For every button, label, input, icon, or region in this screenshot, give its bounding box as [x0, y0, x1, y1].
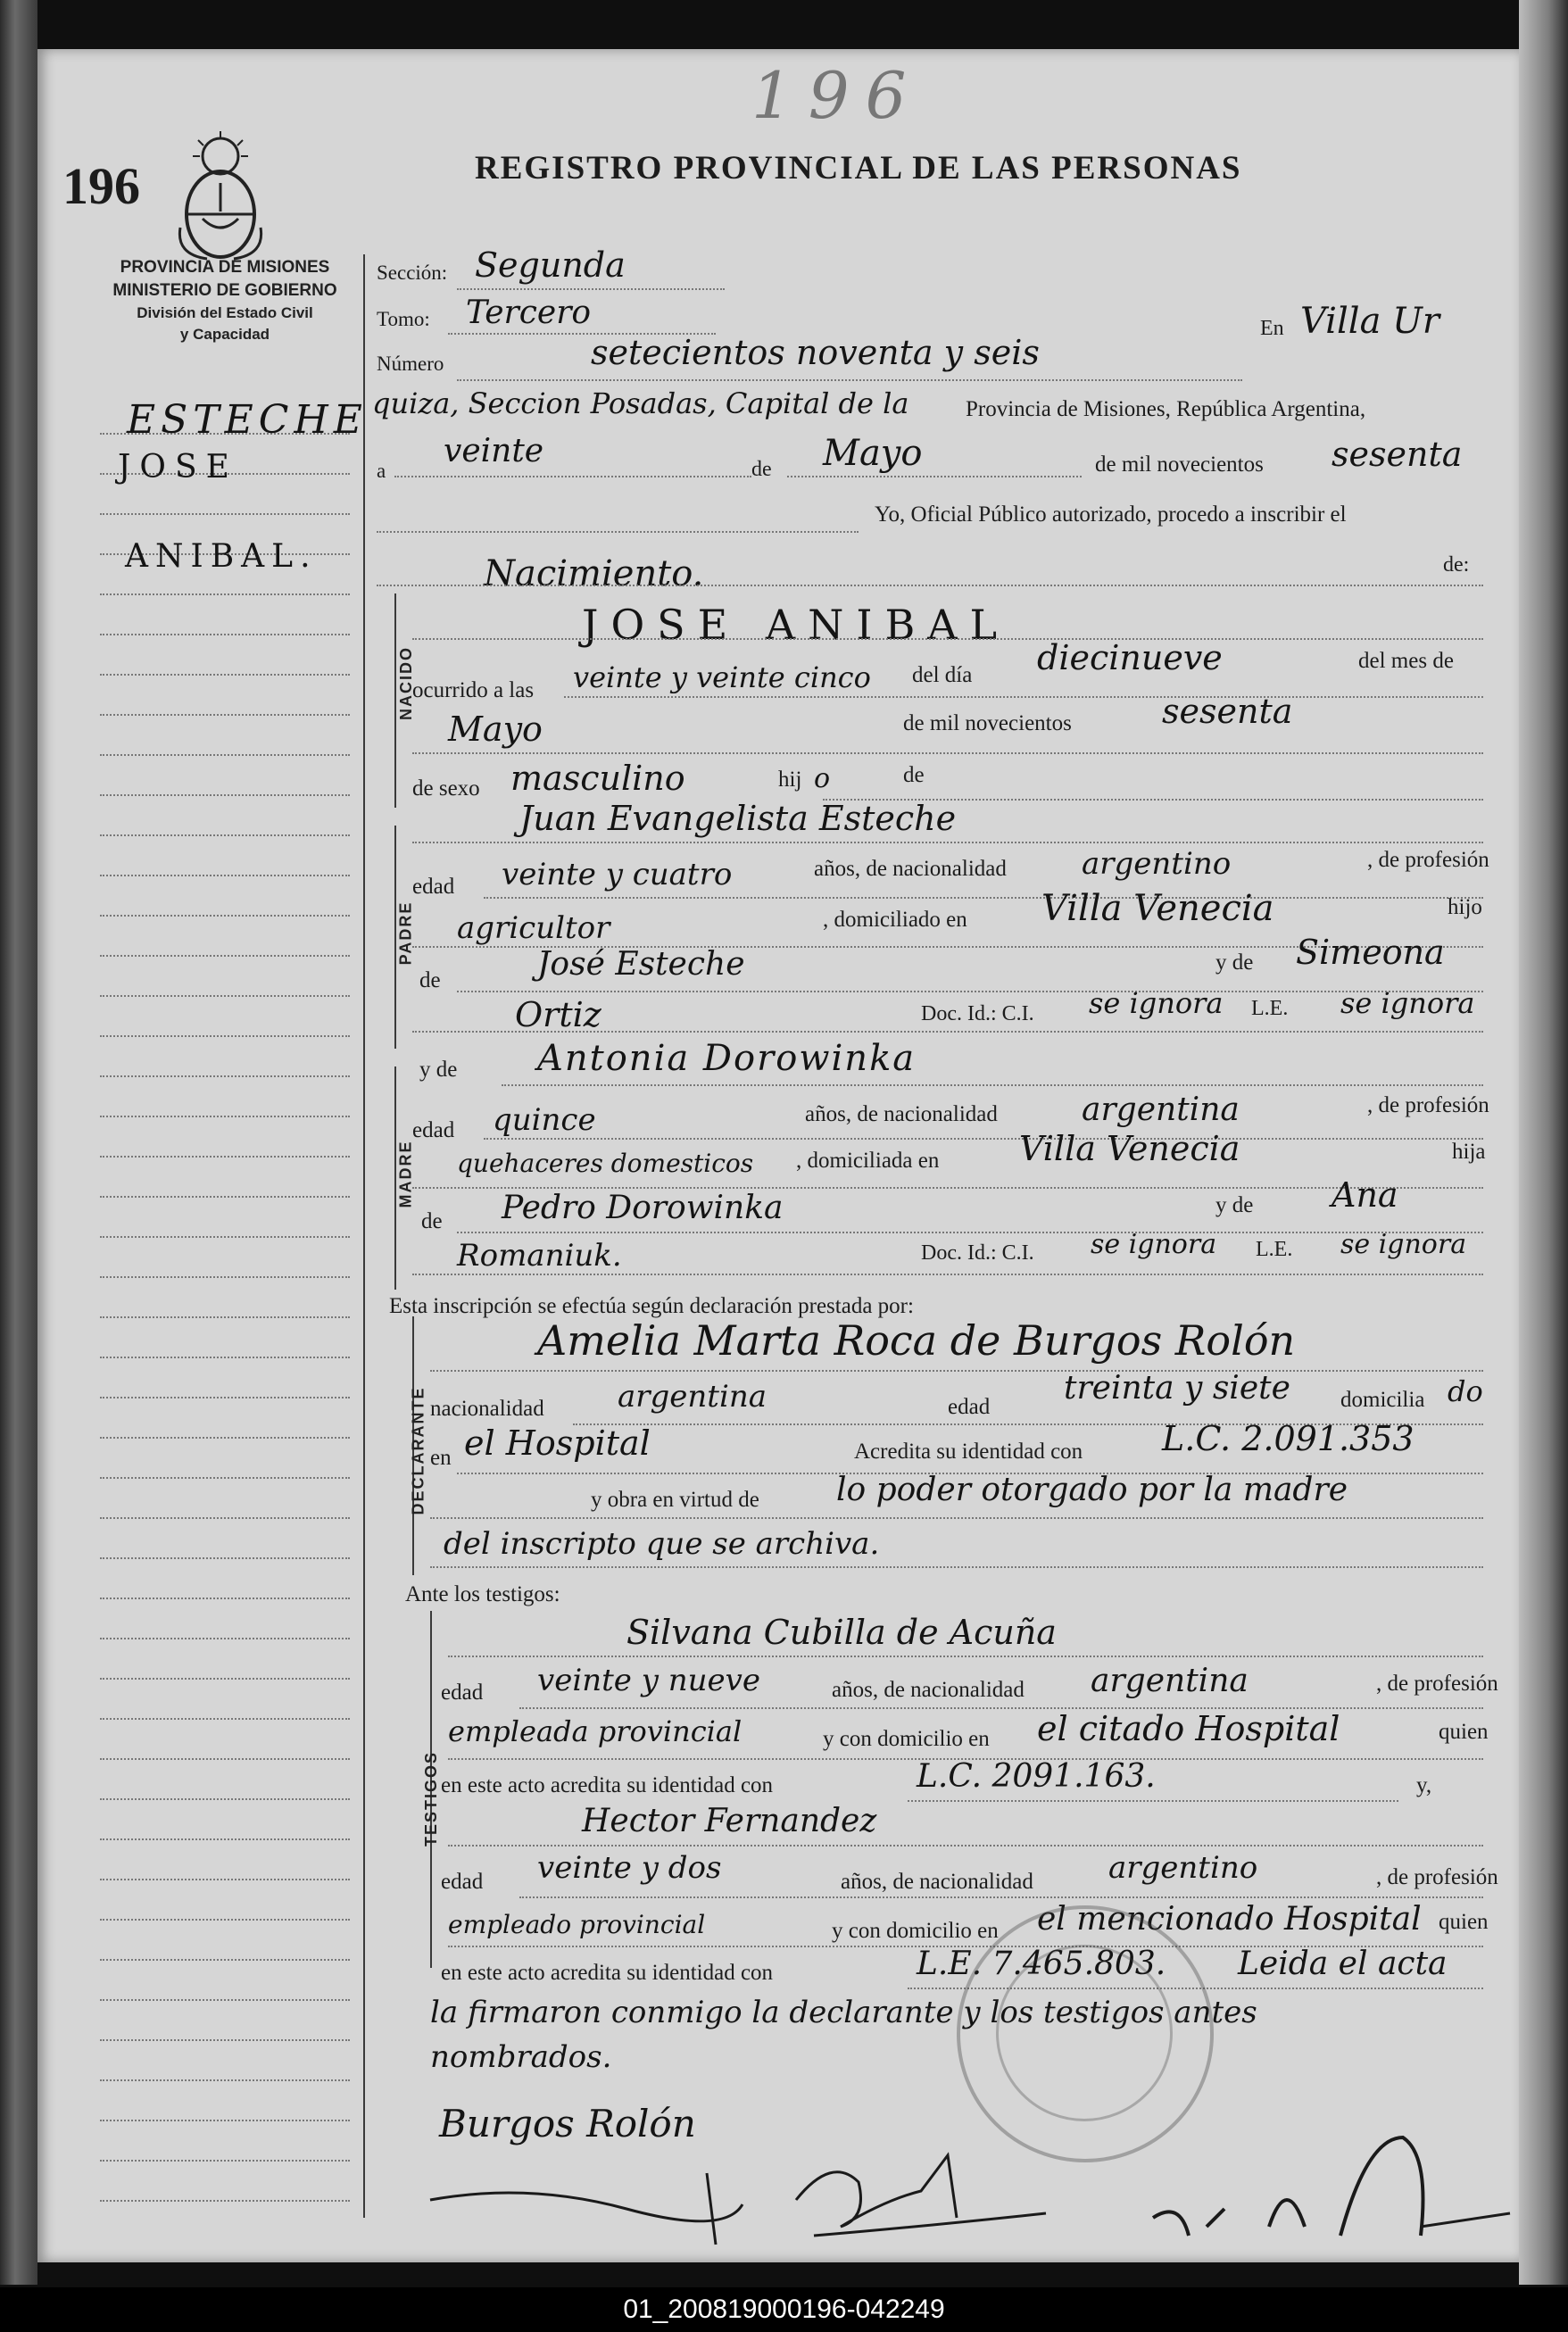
margin-rule: [100, 2079, 350, 2081]
section-label-padre: PADRE: [396, 900, 415, 966]
de-label: de: [751, 458, 772, 481]
rule: [412, 638, 1483, 640]
t1-ident-label: en este acto acredita su identidad con: [441, 1773, 774, 1797]
issuer-line: MINISTERIO DE GOBIERNO: [112, 281, 337, 300]
declarante-intro: Esta inscripción se efectúa según declaración prestada por:: [389, 1294, 914, 1318]
declarant-id-value: L.C. 2.091.353: [1162, 1419, 1415, 1458]
declarant-address-value: do: [1448, 1374, 1483, 1408]
issuer-line: División del Estado Civil: [137, 304, 313, 321]
padre-yde-label: y de: [1215, 950, 1254, 975]
rule: [448, 1656, 1483, 1657]
time-value: veinte y veinte cinco: [573, 660, 871, 694]
margin-rule: [100, 2160, 350, 2162]
madre-nac-label: años, de nacionalidad: [805, 1102, 998, 1126]
padre-dom-label: , domiciliado en: [823, 908, 967, 932]
en-value: Villa Ur: [1300, 301, 1439, 342]
signature-declarant: Burgos Rolón: [439, 2102, 696, 2145]
issuer-block: [91, 256, 359, 345]
page-edges: [1519, 0, 1568, 2285]
padre-nac-label: años, de nacionalidad: [814, 857, 1007, 881]
section-label-madre: MADRE: [396, 1140, 415, 1208]
rule: [457, 1232, 1483, 1233]
witness1-address-value: el citado Hospital: [1037, 1709, 1340, 1748]
margin-rule: [100, 875, 350, 876]
declarant-nationality-value: argentina: [618, 1379, 767, 1415]
rule: [484, 897, 1483, 899]
madre-hija-label: hija: [1452, 1140, 1486, 1164]
margin-rule: [100, 1838, 350, 1840]
rule: [412, 752, 1483, 754]
maternal-grandmother-value: Ana: [1332, 1175, 1398, 1215]
sexo-label: de sexo: [412, 776, 480, 801]
en-label: En: [1260, 317, 1284, 340]
declarante-edad-label: edad: [948, 1395, 991, 1419]
margin-rule: [100, 1035, 350, 1037]
hij-value: o: [814, 763, 831, 794]
month-value: Mayo: [823, 433, 923, 474]
t2-quien-label: quien: [1439, 1910, 1489, 1934]
de2-label: de: [903, 763, 925, 787]
book-spine: [0, 0, 37, 2285]
declarante-ident-label: Acredita su identidad con: [854, 1440, 1083, 1464]
seccion-value: Segunda: [475, 245, 626, 285]
margin-rule: [100, 2200, 350, 2202]
coat-of-arms-icon: [171, 129, 270, 263]
madre-de-label: de: [421, 1209, 443, 1233]
de-colon-label: de:: [1443, 553, 1470, 577]
issuer-line: PROVINCIA DE MISIONES: [120, 258, 330, 277]
rule: [412, 1031, 1483, 1033]
margin-rule: [100, 513, 350, 515]
margin-rule: [100, 1758, 350, 1760]
mother-age-value: quince: [493, 1102, 596, 1138]
rule: [448, 1845, 1483, 1847]
t2-edad-label: edad: [441, 1870, 484, 1894]
oficial-text: Yo, Oficial Público autorizado, procedo a inscribir el: [875, 502, 1347, 527]
margin-rule: [100, 1357, 350, 1358]
signatures-scribbles: [421, 2120, 1537, 2262]
rule: [377, 585, 1483, 586]
ocurrido-label: ocurrido a las: [412, 678, 535, 702]
madre-doc-label: Doc. Id.: C.I.: [921, 1241, 1034, 1265]
rule: [412, 1274, 1483, 1275]
madre-yde-label: y de: [419, 1058, 458, 1082]
section-label-nacido: NACIDO: [397, 646, 415, 720]
year-value: sesenta: [1332, 435, 1463, 474]
madre-dom-label: , domiciliada en: [796, 1149, 940, 1173]
witness1-name: Silvana Cubilla de Acuña: [626, 1613, 1057, 1652]
witness2-age-value: veinte y dos: [537, 1850, 722, 1886]
t2-ident-label: en este acto acredita su identidad con: [441, 1961, 774, 1985]
margin-rule: [100, 1236, 350, 1238]
nacido-bracket: [394, 593, 396, 808]
day-value: veinte: [444, 433, 544, 469]
padre-edad-label: edad: [412, 875, 455, 899]
margin-rule: [100, 1156, 350, 1158]
closing-line-1: la firmaron conmigo la declarante y los testigos antes: [430, 1995, 1257, 2030]
rule: [377, 531, 859, 533]
hij-label: hij: [778, 768, 802, 792]
numero-label: Número: [377, 353, 444, 375]
province-text: Provincia de Misiones, República Argentina,: [966, 397, 1366, 421]
t1-nac-label: años, de nacionalidad: [832, 1678, 1025, 1702]
rule: [457, 288, 725, 290]
madre-yde2-label: y de: [1215, 1193, 1254, 1217]
margin-rule: [100, 955, 350, 957]
de-mil-label: de mil novecientos: [903, 711, 1072, 735]
t1-edad-label: edad: [441, 1681, 484, 1705]
declarant-authority-value: lo poder otorgado por la madre: [836, 1472, 1348, 1508]
margin-rule: [100, 1075, 350, 1077]
margin-rule: [100, 1678, 350, 1680]
issuer-line: y Capacidad: [179, 326, 270, 343]
declarante-dom-label: domicilia: [1340, 1388, 1425, 1412]
declarante-en-label: en: [430, 1446, 452, 1470]
madre-edad-label: edad: [412, 1118, 455, 1142]
mother-address-value: Villa Venecia: [1019, 1129, 1240, 1168]
mother-le-value: se ignora: [1340, 1229, 1467, 1260]
rule: [457, 991, 1483, 992]
tomo-label: Tomo:: [377, 308, 430, 330]
witness2-id-value: L.E. 7.465.803.: [917, 1946, 1166, 1982]
t1-prof-label: , de profesión: [1376, 1672, 1498, 1696]
declarante-obra-label: y obra en virtud de: [591, 1488, 759, 1512]
t1-y-label: y,: [1416, 1773, 1432, 1797]
maternal-grandfather-value: Pedro Dorowinka: [502, 1190, 784, 1226]
margin-given-name-2: ANIBAL.: [125, 538, 318, 575]
margin-rule: [100, 1116, 350, 1117]
closing-line-2: nombrados.: [430, 2039, 612, 2075]
witness1-nationality-value: argentina: [1091, 1663, 1249, 1699]
margin-surname: ESTECHE: [127, 397, 368, 443]
margin-rule: [100, 995, 350, 997]
padre-de-label: de: [419, 968, 441, 992]
margin-rule: [100, 1397, 350, 1398]
image-id-footer: 01_200819000196-042249: [0, 2287, 1568, 2332]
margin-rule: [100, 1638, 350, 1639]
margin-rule: [100, 714, 350, 716]
document-title: REGISTRO PROVINCIAL DE LAS PERSONAS: [475, 150, 1242, 187]
father-age-value: veinte y cuatro: [502, 857, 733, 892]
margin-rule: [100, 674, 350, 676]
margin-rule: [100, 1959, 350, 1961]
section-label-testigos: TESTIGOS: [422, 1750, 441, 1847]
paternal-grandfather-value: José Esteche: [537, 946, 745, 983]
father-nationality-value: argentino: [1082, 846, 1232, 882]
paternal-grandmother-value: Simeona: [1296, 933, 1445, 972]
margin-rule: [100, 1879, 350, 1880]
margin-rule: [100, 1798, 350, 1800]
del-mes-label: del mes de: [1358, 649, 1454, 673]
t1-dom-label: y con domicilio en: [823, 1727, 990, 1751]
tomo-value: Tercero: [466, 295, 592, 331]
register-page: [37, 49, 1519, 2262]
padre-prof-label: , de profesión: [1367, 848, 1489, 872]
witness1-age-value: veinte y nueve: [537, 1663, 760, 1698]
seccion-label: Sección:: [377, 261, 448, 284]
leido-text: Leida el acta: [1238, 1946, 1448, 1982]
folio-number: 196: [62, 157, 140, 215]
margin-rule: [100, 593, 350, 595]
margin-rule: [100, 1999, 350, 2001]
t2-dom-label: y con domicilio en: [832, 1919, 999, 1943]
rule: [430, 1517, 1483, 1519]
rule: [430, 1566, 1483, 1568]
rule: [502, 1084, 1483, 1086]
witness2-name: Hector Fernandez: [582, 1803, 877, 1839]
witness2-address-value: el mencionado Hospital: [1037, 1901, 1422, 1938]
a-label: a: [377, 460, 386, 482]
section-label-declarante: DECLARANTE: [409, 1386, 427, 1515]
witness1-id-value: L.C. 2091.163.: [917, 1758, 1156, 1795]
maternal-grandmother-surname: Romaniuk.: [457, 1238, 622, 1274]
rule: [564, 696, 1483, 698]
rule: [484, 1138, 1483, 1140]
mother-nationality-value: argentina: [1082, 1091, 1240, 1128]
father-address-value: Villa Venecia: [1041, 888, 1274, 929]
locality-value: quiza, Seccion Posadas, Capital de la: [372, 386, 909, 420]
margin-rule: [100, 1557, 350, 1559]
margin-rule: [100, 1718, 350, 1720]
father-le-value: se ignora: [1340, 986, 1475, 1020]
margin-rule: [100, 915, 350, 917]
rule: [787, 476, 1082, 477]
sex-value: masculino: [510, 759, 685, 798]
folio-handwritten: 196: [751, 58, 923, 133]
rule: [519, 1896, 1483, 1898]
margin-rule: [100, 1477, 350, 1479]
birth-month-value: Mayo: [448, 710, 543, 749]
father-name: Juan Evangelista Esteche: [519, 799, 957, 838]
madre-le-label: L.E.: [1256, 1238, 1293, 1261]
witness1-profession-value: empleada provincial: [448, 1714, 743, 1748]
declarant-age-value: treinta y siete: [1064, 1370, 1290, 1407]
margin-given-name-1: JOSE: [118, 449, 238, 485]
numero-value: setecientos noventa y seis: [591, 333, 1040, 372]
del-dia-label: del día: [912, 663, 973, 687]
margin-rule: [100, 1437, 350, 1439]
mother-name: Antonia Dorowinka: [537, 1038, 917, 1079]
t2-nac-label: años, de nacionalidad: [841, 1870, 1033, 1894]
madre-prof-label: , de profesión: [1367, 1093, 1489, 1117]
rule: [412, 1187, 1483, 1189]
birth-year-value: sesenta: [1162, 692, 1293, 731]
margin-rule: [100, 1517, 350, 1519]
act-type-value: Nacimiento.: [484, 553, 704, 594]
witness2-profession-value: empleado provincial: [448, 1910, 706, 1939]
margin-rule: [100, 2039, 350, 2041]
declarant-place-value: el Hospital: [464, 1423, 651, 1463]
margin-rule: [100, 834, 350, 836]
paternal-grandmother-surname: Ortiz: [515, 995, 601, 1034]
padre-doc-label: Doc. Id.: C.I.: [921, 1002, 1034, 1025]
margin-rule: [100, 1276, 350, 1278]
testigos-intro: Ante los testigos:: [405, 1582, 560, 1606]
margin-rule: [100, 634, 350, 635]
declarante-nac-label: nacionalidad: [430, 1397, 544, 1421]
rule: [457, 379, 1242, 381]
margin-rule: [100, 1316, 350, 1318]
witness2-nationality-value: argentino: [1108, 1850, 1258, 1886]
rule: [908, 1800, 1398, 1802]
margin-rule: [100, 1196, 350, 1198]
margin-rule: [100, 754, 350, 756]
margin-rule: [100, 794, 350, 796]
padre-hijo-label: hijo: [1448, 895, 1482, 919]
registrant-name: JOSE ANIBAL: [582, 601, 1010, 649]
margin-divider: [363, 254, 365, 2218]
father-profession-value: agricultor: [457, 910, 610, 946]
padre-le-label: L.E.: [1251, 997, 1289, 1020]
rule: [412, 842, 1483, 843]
mil-label: de mil novecientos: [1095, 452, 1264, 477]
father-ci-value: se ignora: [1089, 986, 1224, 1020]
mother-ci-value: se ignora: [1091, 1229, 1217, 1260]
margin-rule: [100, 2120, 350, 2121]
margin-rule: [100, 1919, 350, 1921]
t1-quien-label: quien: [1439, 1720, 1489, 1744]
declarant-name: Amelia Marta Roca de Burgos Rolón: [537, 1316, 1296, 1365]
declarant-authority-value-2: del inscripto que se archiva.: [444, 1526, 880, 1562]
rule: [394, 476, 751, 477]
margin-rule: [100, 1598, 350, 1599]
t2-prof-label: , de profesión: [1376, 1865, 1498, 1889]
rule: [430, 1370, 1483, 1372]
birth-day-value: diecinueve: [1037, 638, 1223, 677]
mother-profession-value: quehaceres domesticos: [457, 1149, 754, 1178]
